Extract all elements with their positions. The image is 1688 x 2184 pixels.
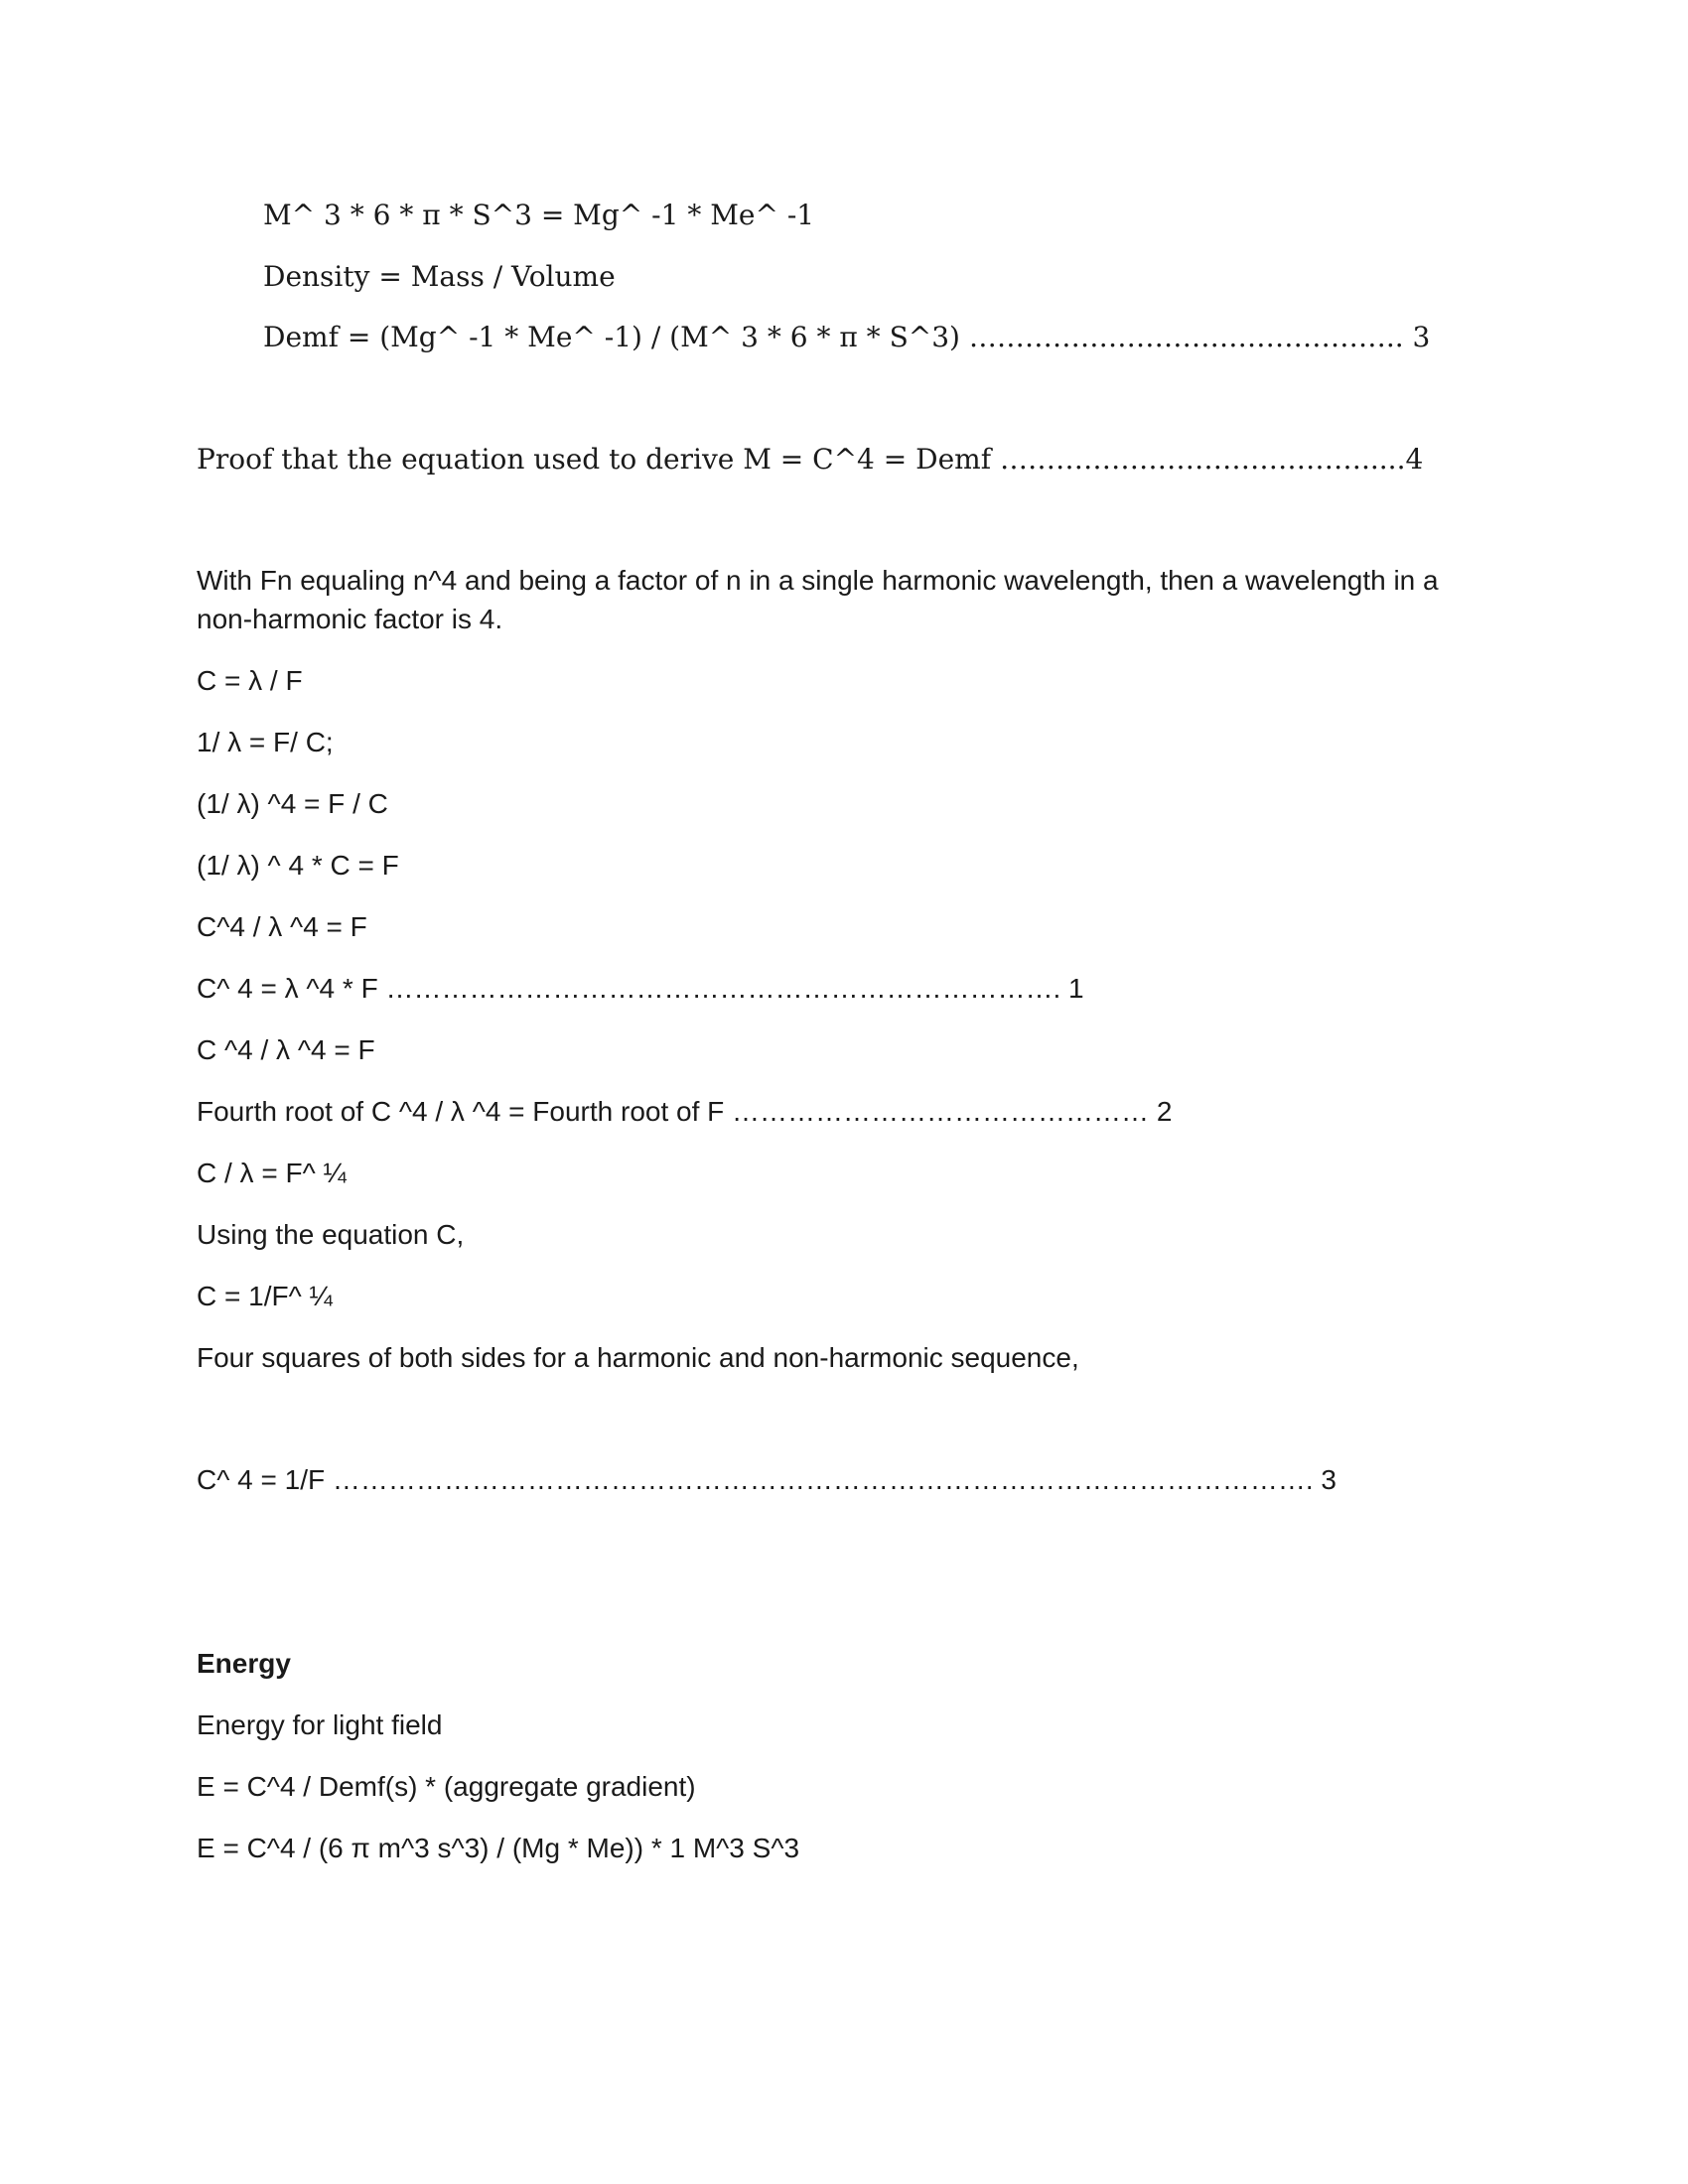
- equation-c-lambda-f: C = λ / F: [197, 665, 303, 696]
- equation-c-over-lambda: C / λ = F^ ¼: [197, 1158, 347, 1188]
- text-using-equation-c: Using the equation C,: [197, 1219, 465, 1250]
- equation-line-mass-density: M^ 3 * 6 * π * S^3 = Mg^ -1 * Me^ -1: [263, 199, 815, 231]
- energy-equation-1: E = C^4 / Demf(s) * (aggregate gradient): [197, 1771, 696, 1802]
- equation-inverse-lambda: 1/ λ = F/ C;: [197, 727, 334, 757]
- equation-line-density-definition: Density = Mass / Volume: [263, 260, 616, 293]
- equation-inverse-lambda-fourth: (1/ λ) ^4 = F / C: [197, 788, 388, 819]
- energy-equation-2: E = C^4 / (6 π m^3 s^3) / (Mg * Me)) * 1 M^3 S^3: [197, 1833, 800, 1863]
- derivation-intro-line2: non-harmonic factor is 4.: [197, 604, 503, 634]
- equation-numbered-1: C^ 4 = λ ^4 * F ………………………………………………………………. 1: [197, 973, 1084, 1004]
- equation-numbered-2: Fourth root of C ^4 / λ ^4 = Fourth root of F ……………………………………… 2: [197, 1096, 1173, 1127]
- text-four-squares: Four squares of both sides for a harmonic and non-harmonic sequence,: [197, 1342, 1079, 1373]
- equation-c-inverse-f: C = 1/F^ ¼: [197, 1281, 333, 1311]
- derivation-intro-line1: With Fn equaling n^4 and being a factor of n in a single harmonic wavelength, then a wavelength in a: [197, 565, 1439, 596]
- equation-inverse-lambda-fourth-times-c: (1/ λ) ^ 4 * C = F: [197, 850, 399, 881]
- equation-c4-over-lambda4: C^4 / λ ^4 = F: [197, 911, 367, 942]
- equation-numbered-3: C^ 4 = 1/F ……………………………………………………………………………………………. 3: [197, 1464, 1336, 1495]
- proof-heading: Proof that the equation used to derive M = C^4 = Demf ………………………………….....4: [197, 443, 1424, 476]
- equation-c4-over-lambda4-repeat: C ^4 / λ ^4 = F: [197, 1034, 375, 1065]
- energy-subheading: Energy for light field: [197, 1709, 443, 1740]
- energy-heading: Energy: [197, 1648, 291, 1679]
- equation-line-demf: Demf = (Mg^ -1 * Me^ -1) / (M^ 3 * 6 * π * S^3) ……………………………………….. 3: [263, 321, 1431, 353]
